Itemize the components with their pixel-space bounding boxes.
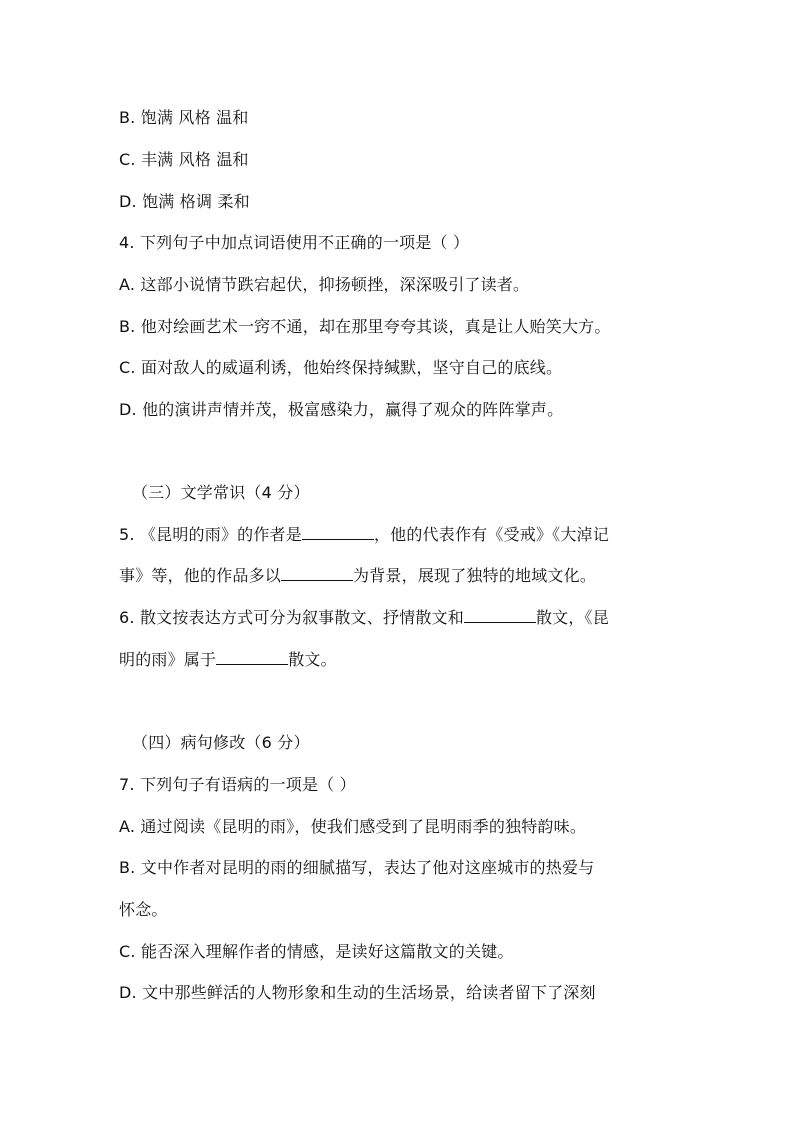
q7-option-a: A. 通过阅读《昆明的雨》，使我们感受到了昆明雨季的独特韵味。	[119, 817, 587, 836]
q7-option-b-line-2: 怀念。	[119, 900, 168, 919]
q7-option-d-line-1: D. 文中那些鲜活的人物形象和生动的生活场景，给读者留下了深刻	[119, 983, 596, 1002]
q6-blank-type[interactable]	[464, 608, 536, 623]
q6-line-2	[119, 648, 679, 672]
q6-text-2b: 散文。	[288, 650, 337, 669]
q3-option-d: D. 饱满 格调 柔和	[119, 192, 250, 211]
q5-text-1b: ，他的代表作有《受戒》《大淖记	[373, 525, 609, 544]
q5-text-2b: 为背景，展现了独特的地域文化。	[353, 566, 597, 585]
q6-line-1	[119, 606, 679, 630]
q4-option-a: A. 这部小说情节跌宕起伏，抑扬顿挫，深深吸引了读者。	[119, 275, 530, 294]
q5-blank-background[interactable]	[281, 566, 353, 581]
q6-text-1a: 6. 散文按表达方式可分为叙事散文、抒情散文和	[119, 608, 464, 627]
section3-title: （三）文学常识（4 分）	[132, 483, 310, 502]
q7-option-c: C. 能否深入理解作者的情感，是读好这篇散文的关键。	[119, 942, 514, 961]
q5-blank-author[interactable]	[302, 525, 374, 540]
q7-option-b-line-1: B. 文中作者对昆明的雨的细腻描写，表达了他对这座城市的热爱与	[119, 858, 595, 877]
q5-text-2a: 事》等，他的作品多以	[119, 566, 282, 585]
q7-stem: 7. 下列句子有语病的一项是（ ）	[119, 775, 356, 794]
section4-title: （四）病句修改（6 分）	[132, 733, 310, 752]
q5-text-1a: 5. 《昆明的雨》的作者是	[119, 525, 302, 544]
q5-line-2	[119, 564, 679, 588]
q4-option-b: B. 他对绘画艺术一窍不通，却在那里夸夸其谈，真是让人贻笑大方。	[119, 317, 611, 336]
q4-option-d: D. 他的演讲声情并茂，极富感染力，赢得了观众的阵阵掌声。	[119, 400, 564, 419]
q3-option-c: C. 丰满 风格 温和	[119, 150, 249, 169]
q6-text-1b: 散文，《昆	[535, 608, 609, 627]
q6-text-2a: 明的雨》属于	[119, 650, 217, 669]
q5-line-1	[119, 523, 679, 547]
q3-option-b: B. 饱满 风格 温和	[119, 108, 249, 127]
q4-stem: 4. 下列句子中加点词语使用不正确的一项是（ ）	[119, 233, 470, 252]
q6-blank-belongs[interactable]	[216, 650, 288, 665]
q4-option-c: C. 面对敌人的威逼利诱，他始终保持缄默，坚守自己的底线。	[119, 358, 563, 377]
